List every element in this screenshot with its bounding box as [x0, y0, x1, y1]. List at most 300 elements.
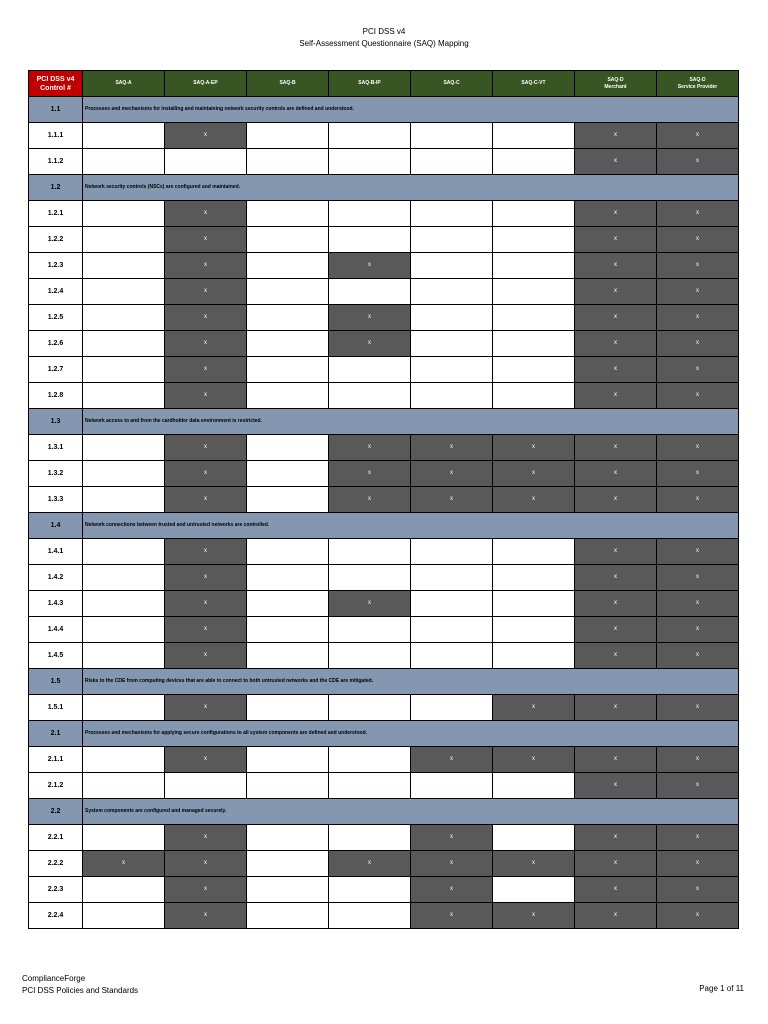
- saq-empty-cell: [329, 643, 411, 669]
- header-row: [29, 71, 739, 97]
- requirement-control-id: 1.3.2: [29, 461, 83, 487]
- saq-empty-cell: [83, 643, 165, 669]
- section-control-id: 2.1: [29, 721, 83, 747]
- requirement-row: [29, 825, 739, 851]
- requirement-control-id: 1.1.1: [29, 123, 83, 149]
- saq-empty-cell: [247, 279, 329, 305]
- requirement-row: [29, 851, 739, 877]
- requirement-row: [29, 149, 739, 175]
- section-row: [29, 175, 739, 201]
- requirement-row: [29, 903, 739, 929]
- header-label-line-2: Service Provider: [677, 83, 718, 90]
- saq-empty-cell: [329, 227, 411, 253]
- saq-empty-cell: [329, 383, 411, 409]
- saq-empty-cell: [329, 201, 411, 227]
- saq-empty-cell: [247, 825, 329, 851]
- header-label-line-1: SAQ-A: [115, 80, 132, 86]
- saq-empty-cell: [329, 565, 411, 591]
- saq-empty-cell: [493, 305, 575, 331]
- section-control-id: 1.2: [29, 175, 83, 201]
- saq-applicable-cell: x: [657, 383, 739, 409]
- saq-applicable-cell: x: [575, 877, 657, 903]
- saq-empty-cell: [411, 617, 493, 643]
- section-description: Processes and mechanisms for installing and maintaining network security controls are defined and understood.: [83, 97, 739, 123]
- header-label-line-1: SAQ-A-EP: [193, 80, 218, 86]
- saq-applicable-cell: x: [329, 435, 411, 461]
- saq-applicable-cell: x: [165, 539, 247, 565]
- saq-empty-cell: [493, 591, 575, 617]
- saq-applicable-cell: x: [575, 591, 657, 617]
- saq-empty-cell: [247, 357, 329, 383]
- saq-applicable-cell: x: [329, 851, 411, 877]
- requirement-control-id: 1.4.4: [29, 617, 83, 643]
- document-title: [0, 26, 768, 50]
- saq-empty-cell: [83, 461, 165, 487]
- saq-applicable-cell: x: [575, 773, 657, 799]
- saq-applicable-cell: x: [329, 591, 411, 617]
- header-label-line-1: PCI DSS v4: [36, 75, 75, 83]
- header-saq-column: [575, 71, 657, 97]
- saq-applicable-cell: x: [411, 435, 493, 461]
- saq-applicable-cell: x: [657, 357, 739, 383]
- saq-empty-cell: [411, 331, 493, 357]
- saq-applicable-cell: x: [165, 331, 247, 357]
- saq-applicable-cell: x: [657, 227, 739, 253]
- saq-applicable-cell: x: [657, 565, 739, 591]
- header-label-line-1: SAQ-C-VT: [521, 80, 546, 86]
- saq-applicable-cell: x: [575, 565, 657, 591]
- saq-applicable-cell: x: [575, 305, 657, 331]
- table-header: [29, 71, 739, 97]
- requirement-row: [29, 305, 739, 331]
- saq-empty-cell: [493, 201, 575, 227]
- saq-empty-cell: [247, 305, 329, 331]
- requirement-row: [29, 747, 739, 773]
- saq-empty-cell: [247, 591, 329, 617]
- saq-applicable-cell: x: [657, 123, 739, 149]
- requirement-control-id: 1.2.2: [29, 227, 83, 253]
- document-title-line-1: PCI DSS v4: [362, 27, 406, 36]
- saq-applicable-cell: x: [165, 487, 247, 513]
- section-control-id: 1.3: [29, 409, 83, 435]
- saq-empty-cell: [83, 747, 165, 773]
- saq-empty-cell: [83, 227, 165, 253]
- saq-applicable-cell: x: [83, 851, 165, 877]
- section-control-id: 2.2: [29, 799, 83, 825]
- saq-empty-cell: [83, 383, 165, 409]
- saq-applicable-cell: x: [165, 825, 247, 851]
- saq-empty-cell: [493, 357, 575, 383]
- requirement-control-id: 1.2.5: [29, 305, 83, 331]
- saq-empty-cell: [329, 617, 411, 643]
- saq-empty-cell: [493, 617, 575, 643]
- requirement-row: [29, 435, 739, 461]
- section-row: [29, 799, 739, 825]
- saq-applicable-cell: x: [575, 227, 657, 253]
- saq-empty-cell: [83, 539, 165, 565]
- saq-applicable-cell: x: [657, 539, 739, 565]
- saq-empty-cell: [247, 903, 329, 929]
- requirement-row: [29, 461, 739, 487]
- saq-applicable-cell: x: [657, 695, 739, 721]
- saq-empty-cell: [411, 565, 493, 591]
- table-body: [29, 97, 739, 929]
- saq-empty-cell: [411, 383, 493, 409]
- section-row: [29, 721, 739, 747]
- saq-empty-cell: [411, 539, 493, 565]
- requirement-control-id: 1.5.1: [29, 695, 83, 721]
- requirement-control-id: 2.2.4: [29, 903, 83, 929]
- saq-applicable-cell: x: [657, 201, 739, 227]
- saq-applicable-cell: x: [657, 461, 739, 487]
- requirement-row: [29, 357, 739, 383]
- section-row: [29, 409, 739, 435]
- document-title-line-2: Self-Assessment Questionnaire (SAQ) Mapping: [299, 39, 469, 48]
- header-label-line-2: Control #: [40, 84, 71, 92]
- saq-empty-cell: [493, 643, 575, 669]
- saq-empty-cell: [411, 591, 493, 617]
- header-label-line-1: SAQ-B: [279, 80, 296, 86]
- saq-applicable-cell: x: [575, 539, 657, 565]
- saq-applicable-cell: x: [165, 747, 247, 773]
- saq-applicable-cell: x: [411, 851, 493, 877]
- saq-applicable-cell: x: [329, 253, 411, 279]
- saq-empty-cell: [83, 149, 165, 175]
- saq-applicable-cell: x: [329, 487, 411, 513]
- saq-empty-cell: [493, 825, 575, 851]
- saq-empty-cell: [329, 747, 411, 773]
- saq-empty-cell: [493, 539, 575, 565]
- saq-applicable-cell: x: [575, 357, 657, 383]
- saq-applicable-cell: x: [575, 903, 657, 929]
- saq-empty-cell: [83, 903, 165, 929]
- requirement-control-id: 2.2.3: [29, 877, 83, 903]
- saq-empty-cell: [329, 279, 411, 305]
- header-label-line-1: SAQ-B-IP: [358, 80, 381, 86]
- saq-applicable-cell: x: [575, 383, 657, 409]
- header-saq-column: [657, 71, 739, 97]
- saq-empty-cell: [493, 123, 575, 149]
- saq-applicable-cell: x: [165, 461, 247, 487]
- saq-empty-cell: [411, 227, 493, 253]
- saq-applicable-cell: x: [575, 149, 657, 175]
- section-row: [29, 513, 739, 539]
- saq-applicable-cell: x: [493, 435, 575, 461]
- requirement-row: [29, 123, 739, 149]
- saq-applicable-cell: x: [575, 201, 657, 227]
- saq-applicable-cell: x: [575, 747, 657, 773]
- header-saq-column: [493, 71, 575, 97]
- saq-applicable-cell: x: [575, 825, 657, 851]
- saq-empty-cell: [329, 773, 411, 799]
- saq-empty-cell: [329, 539, 411, 565]
- saq-applicable-cell: x: [575, 487, 657, 513]
- saq-applicable-cell: x: [657, 435, 739, 461]
- saq-applicable-cell: x: [411, 877, 493, 903]
- saq-applicable-cell: x: [329, 331, 411, 357]
- saq-applicable-cell: x: [165, 305, 247, 331]
- saq-empty-cell: [247, 227, 329, 253]
- saq-empty-cell: [411, 279, 493, 305]
- saq-empty-cell: [411, 253, 493, 279]
- footer-company: ComplianceForge: [22, 974, 86, 983]
- saq-applicable-cell: x: [493, 461, 575, 487]
- saq-applicable-cell: x: [575, 331, 657, 357]
- requirement-control-id: 1.3.1: [29, 435, 83, 461]
- saq-empty-cell: [83, 825, 165, 851]
- requirement-row: [29, 617, 739, 643]
- header-label-line-2: Merchant: [604, 83, 627, 90]
- saq-applicable-cell: x: [411, 747, 493, 773]
- saq-empty-cell: [83, 565, 165, 591]
- saq-empty-cell: [83, 279, 165, 305]
- saq-empty-cell: [247, 149, 329, 175]
- saq-empty-cell: [247, 643, 329, 669]
- saq-applicable-cell: x: [657, 903, 739, 929]
- saq-empty-cell: [83, 331, 165, 357]
- header-saq-column: [411, 71, 493, 97]
- header-control-number: [29, 71, 83, 97]
- requirement-row: [29, 643, 739, 669]
- saq-applicable-cell: x: [657, 877, 739, 903]
- footer-left: [22, 973, 138, 997]
- saq-applicable-cell: x: [575, 643, 657, 669]
- requirement-control-id: 2.1.2: [29, 773, 83, 799]
- requirement-control-id: 2.1.1: [29, 747, 83, 773]
- saq-applicable-cell: x: [165, 123, 247, 149]
- section-control-id: 1.4: [29, 513, 83, 539]
- saq-applicable-cell: x: [165, 357, 247, 383]
- header-label-line-1: SAQ-C: [443, 80, 460, 86]
- saq-empty-cell: [493, 877, 575, 903]
- saq-empty-cell: [329, 903, 411, 929]
- saq-empty-cell: [247, 253, 329, 279]
- saq-empty-cell: [411, 201, 493, 227]
- saq-applicable-cell: x: [329, 461, 411, 487]
- saq-applicable-cell: x: [575, 123, 657, 149]
- requirement-row: [29, 877, 739, 903]
- requirement-control-id: 1.3.3: [29, 487, 83, 513]
- saq-applicable-cell: x: [657, 773, 739, 799]
- section-description: Risks to the CDE from computing devices that are able to connect to both untrusted networks and the CDE are mitigated.: [83, 669, 739, 695]
- saq-applicable-cell: x: [493, 695, 575, 721]
- footer-document-name: PCI DSS Policies and Standards: [22, 986, 139, 995]
- saq-applicable-cell: x: [657, 253, 739, 279]
- saq-empty-cell: [83, 773, 165, 799]
- section-description: Processes and mechanisms for applying secure configurations to all system components are defined and understood.: [83, 721, 739, 747]
- saq-applicable-cell: x: [165, 695, 247, 721]
- saq-empty-cell: [83, 357, 165, 383]
- requirement-control-id: 1.1.2: [29, 149, 83, 175]
- saq-applicable-cell: x: [493, 747, 575, 773]
- requirement-row: [29, 591, 739, 617]
- saq-applicable-cell: x: [165, 435, 247, 461]
- requirement-row: [29, 487, 739, 513]
- saq-applicable-cell: x: [575, 461, 657, 487]
- header-saq-column: [83, 71, 165, 97]
- saq-applicable-cell: x: [657, 851, 739, 877]
- saq-empty-cell: [165, 149, 247, 175]
- saq-applicable-cell: x: [165, 383, 247, 409]
- saq-applicable-cell: x: [411, 903, 493, 929]
- saq-applicable-cell: x: [657, 279, 739, 305]
- saq-empty-cell: [493, 773, 575, 799]
- saq-applicable-cell: x: [493, 851, 575, 877]
- saq-applicable-cell: x: [165, 279, 247, 305]
- saq-applicable-cell: x: [657, 825, 739, 851]
- saq-applicable-cell: x: [575, 435, 657, 461]
- requirement-control-id: 2.2.2: [29, 851, 83, 877]
- section-description: Network access to and from the cardholder data environment is restricted.: [83, 409, 739, 435]
- saq-empty-cell: [493, 227, 575, 253]
- requirement-row: [29, 695, 739, 721]
- saq-applicable-cell: x: [329, 305, 411, 331]
- saq-empty-cell: [83, 253, 165, 279]
- requirement-control-id: 2.2.1: [29, 825, 83, 851]
- saq-empty-cell: [329, 149, 411, 175]
- saq-empty-cell: [247, 123, 329, 149]
- saq-applicable-cell: x: [575, 695, 657, 721]
- requirement-control-id: 1.2.4: [29, 279, 83, 305]
- saq-empty-cell: [247, 487, 329, 513]
- saq-empty-cell: [247, 383, 329, 409]
- saq-empty-cell: [247, 695, 329, 721]
- saq-applicable-cell: x: [575, 279, 657, 305]
- saq-empty-cell: [493, 279, 575, 305]
- saq-empty-cell: [493, 253, 575, 279]
- section-description: Network connections between trusted and untrusted networks are controlled.: [83, 513, 739, 539]
- requirement-row: [29, 279, 739, 305]
- saq-applicable-cell: x: [657, 487, 739, 513]
- saq-empty-cell: [247, 851, 329, 877]
- requirement-control-id: 1.2.3: [29, 253, 83, 279]
- saq-applicable-cell: x: [657, 747, 739, 773]
- requirement-row: [29, 565, 739, 591]
- saq-empty-cell: [329, 357, 411, 383]
- saq-empty-cell: [247, 565, 329, 591]
- section-control-id: 1.5: [29, 669, 83, 695]
- saq-applicable-cell: x: [165, 617, 247, 643]
- saq-empty-cell: [493, 565, 575, 591]
- requirement-control-id: 1.4.3: [29, 591, 83, 617]
- section-row: [29, 97, 739, 123]
- saq-empty-cell: [247, 331, 329, 357]
- requirement-row: [29, 201, 739, 227]
- header-label-line-1: SAQ-D: [607, 76, 624, 83]
- saq-empty-cell: [493, 149, 575, 175]
- saq-applicable-cell: x: [165, 903, 247, 929]
- saq-empty-cell: [411, 149, 493, 175]
- saq-applicable-cell: x: [165, 877, 247, 903]
- saq-empty-cell: [247, 539, 329, 565]
- saq-empty-cell: [329, 825, 411, 851]
- saq-empty-cell: [329, 123, 411, 149]
- saq-empty-cell: [83, 305, 165, 331]
- section-control-id: 1.1: [29, 97, 83, 123]
- saq-applicable-cell: x: [575, 617, 657, 643]
- saq-applicable-cell: x: [657, 305, 739, 331]
- saq-applicable-cell: x: [575, 851, 657, 877]
- saq-empty-cell: [247, 435, 329, 461]
- requirement-control-id: 1.2.7: [29, 357, 83, 383]
- saq-applicable-cell: x: [657, 331, 739, 357]
- saq-mapping-table: [28, 70, 739, 929]
- saq-applicable-cell: x: [165, 227, 247, 253]
- requirement-control-id: 1.4.5: [29, 643, 83, 669]
- saq-applicable-cell: x: [411, 461, 493, 487]
- requirement-row: [29, 383, 739, 409]
- saq-empty-cell: [83, 591, 165, 617]
- header-label-line-1: SAQ-D: [689, 76, 706, 83]
- saq-empty-cell: [411, 773, 493, 799]
- requirement-control-id: 1.2.6: [29, 331, 83, 357]
- requirement-row: [29, 331, 739, 357]
- saq-empty-cell: [411, 643, 493, 669]
- saq-applicable-cell: x: [165, 591, 247, 617]
- saq-applicable-cell: x: [165, 851, 247, 877]
- requirement-row: [29, 773, 739, 799]
- header-saq-column: [165, 71, 247, 97]
- saq-applicable-cell: x: [493, 487, 575, 513]
- saq-applicable-cell: x: [657, 643, 739, 669]
- saq-empty-cell: [83, 435, 165, 461]
- saq-empty-cell: [247, 773, 329, 799]
- section-row: [29, 669, 739, 695]
- saq-empty-cell: [411, 305, 493, 331]
- footer-page-number: Page 1 of 11: [699, 984, 744, 993]
- saq-applicable-cell: x: [657, 617, 739, 643]
- saq-empty-cell: [329, 695, 411, 721]
- saq-applicable-cell: x: [575, 253, 657, 279]
- saq-empty-cell: [247, 747, 329, 773]
- saq-empty-cell: [411, 123, 493, 149]
- saq-empty-cell: [165, 773, 247, 799]
- saq-applicable-cell: x: [165, 643, 247, 669]
- saq-empty-cell: [83, 617, 165, 643]
- saq-empty-cell: [247, 461, 329, 487]
- header-saq-column: [329, 71, 411, 97]
- saq-empty-cell: [83, 123, 165, 149]
- saq-empty-cell: [411, 695, 493, 721]
- saq-applicable-cell: x: [165, 565, 247, 591]
- header-saq-column: [247, 71, 329, 97]
- saq-applicable-cell: x: [657, 591, 739, 617]
- saq-applicable-cell: x: [165, 201, 247, 227]
- requirement-control-id: 1.2.8: [29, 383, 83, 409]
- saq-applicable-cell: x: [165, 253, 247, 279]
- requirement-control-id: 1.4.1: [29, 539, 83, 565]
- saq-empty-cell: [83, 487, 165, 513]
- requirement-row: [29, 539, 739, 565]
- saq-empty-cell: [329, 877, 411, 903]
- saq-empty-cell: [247, 617, 329, 643]
- requirement-control-id: 1.2.1: [29, 201, 83, 227]
- saq-empty-cell: [83, 201, 165, 227]
- saq-empty-cell: [493, 383, 575, 409]
- saq-empty-cell: [493, 331, 575, 357]
- section-description: System components are configured and managed securely.: [83, 799, 739, 825]
- requirement-control-id: 1.4.2: [29, 565, 83, 591]
- saq-empty-cell: [411, 357, 493, 383]
- saq-applicable-cell: x: [411, 825, 493, 851]
- requirement-row: [29, 253, 739, 279]
- saq-empty-cell: [247, 201, 329, 227]
- requirement-row: [29, 227, 739, 253]
- saq-applicable-cell: x: [493, 903, 575, 929]
- saq-applicable-cell: x: [411, 487, 493, 513]
- section-description: Network security controls (NSCs) are configured and maintained.: [83, 175, 739, 201]
- saq-empty-cell: [247, 877, 329, 903]
